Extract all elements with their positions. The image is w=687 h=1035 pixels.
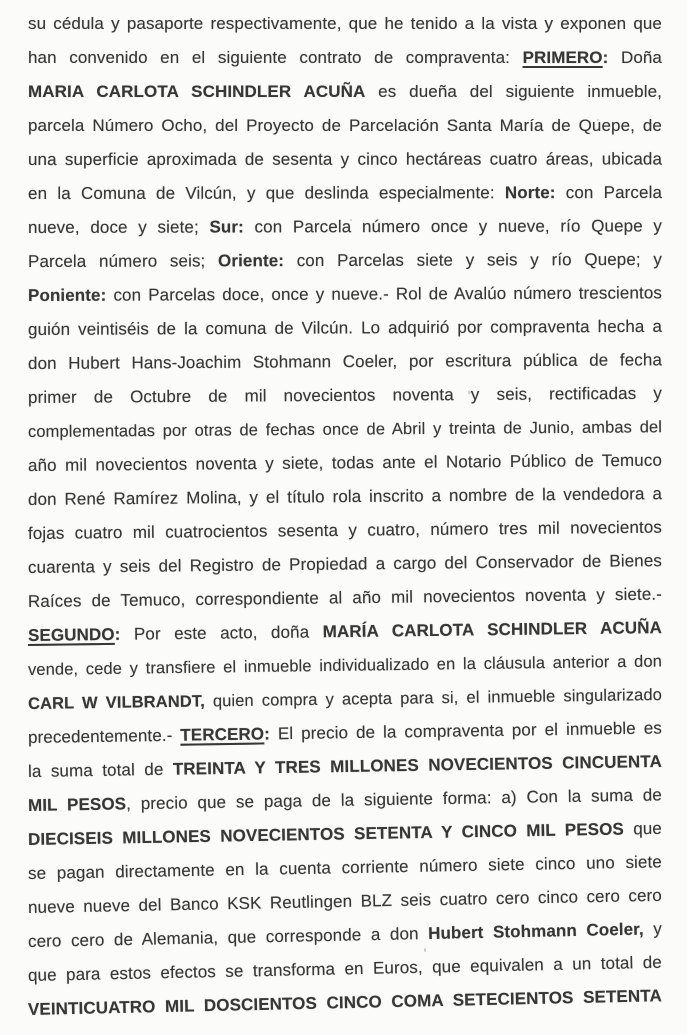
text-segment: cero cero de Alemania, que corresponde a don (27, 923, 429, 951)
text-segment: El precio de la compraventa por el inmueble es (269, 718, 663, 744)
document-line (28, 109, 662, 143)
document-line (28, 209, 662, 245)
text-segment: Por este acto, doña (120, 622, 323, 644)
text-segment: es dueña del siguiente inmueble, (365, 82, 662, 101)
text-segment: con Parcelas doce, once y nueve.- Rol de Avalúo número trescientos (106, 283, 663, 305)
text-segment: con Parcela número once y nueve, río Quepe y (243, 216, 663, 237)
document-line (28, 142, 662, 177)
text-segment: en la Comuna de Vilcún, y que deslinda especialmente: (27, 183, 505, 203)
text-segment: : (264, 724, 271, 744)
text-segment: la suma total de (27, 759, 174, 781)
document-line (28, 410, 662, 449)
text-segment: con Parcela (555, 182, 663, 203)
text-segment: DIECISEIS MILLONES NOVECIENTOS SETENTA Y CINCO MIL PESOS (27, 819, 625, 849)
text-segment: precedentemente.- (27, 725, 181, 747)
text-segment: se pagan directamente en la cuenta corriente número siete cinco uno siete (27, 852, 663, 883)
document-line (28, 243, 662, 279)
document-line (28, 276, 662, 313)
text-segment: su cédula y pasaporte respectivamente, que he tenido a la vista y exponen que (28, 14, 662, 33)
text-segment: guión veintiséis de la comuna de Vilcún. Lo adquirió por compraventa hecha a (27, 316, 663, 339)
text-segment: : (602, 48, 609, 67)
text-segment: vende, cede y transfiere el inmueble individualizado en la cláusula anterior a don (27, 652, 663, 679)
text-segment: Norte: (504, 183, 556, 203)
text-segment: nueve, doce y siete; (27, 217, 210, 237)
text-segment: año mil novecientos noventa y siete, todas ante el Notario Público de Temuco (27, 450, 663, 475)
document-line (28, 176, 662, 211)
text-segment: han convenido en el siguiente contrato de compraventa: (28, 48, 523, 67)
text-segment: Parcela número seis; (27, 251, 219, 271)
text-segment: don René Ramírez Molina, y el título rola inscrito a nombre de la vendedora a (27, 484, 663, 509)
document-line (28, 310, 662, 347)
text-segment: Raíces de Temuco, correspondiente al año mil novecientos noventa y siete.- (27, 584, 663, 611)
text-segment: MARÍA CARLOTA SCHINDLER ACUÑA (322, 618, 663, 642)
text-segment: que (623, 818, 663, 839)
scan-noise-speck (597, 119, 599, 121)
document-line (28, 343, 662, 381)
scan-noise-speck (468, 391, 471, 394)
text-segment: VEINTICUATRO MIL DOSCIENTOS CINCO COMA SETECIENTOS SETENTA (27, 986, 663, 1019)
text-segment: MIL PESOS (27, 794, 127, 815)
text-segment: Poniente: (27, 285, 107, 305)
text-segment: , precio que se paga de la siguiente forma: a) Con la suma de (125, 785, 663, 814)
document-line (28, 41, 662, 75)
text-segment: cuarenta y seis del Registro de Propiedad a cargo del Conservador de Bienes (27, 551, 663, 577)
text-segment: quien compra y acepta para si, el inmueble singularizado (204, 685, 663, 711)
text-segment: y (643, 919, 663, 939)
document-line (28, 7, 662, 41)
text-segment: don Hubert Hans-Joachim Stohmann Coeler, por escritura pública de fecha (27, 350, 663, 373)
text-segment: Hubert Stohmann Coeler, (427, 919, 644, 943)
text-segment: que para estos efectos se transforma en Euros, que equivalen a un total de (27, 952, 663, 985)
scan-noise-speck (424, 948, 426, 952)
text-segment: PRIMERO (522, 48, 603, 67)
text-segment: parcela Número Ocho, del Proyecto de Parcelación Santa María de Quepe, de (28, 116, 662, 135)
document-line (28, 75, 662, 109)
text-segment: fojas cuatro mil cuatrocientos sesenta y cuatro, número tres mil novecientos (27, 517, 663, 543)
text-segment: TREINTA Y TRES MILLONES NOVECIENTOS CINCUENTA (172, 751, 663, 779)
text-segment: complementadas por otras de fechas once de Abril y treinta de Junio, ambas del (27, 418, 663, 441)
text-segment: CARL W VILBRANDT, (27, 692, 205, 713)
text-segment: MARIA CARLOTA SCHINDLER ACUÑA (28, 82, 366, 101)
text-segment: nueve nueve del Banco KSK Reutlingen BLZ seis cuatro cero cinco cero cero (27, 885, 663, 917)
document-line (28, 377, 662, 415)
text-segment: : (114, 624, 121, 644)
text-segment: Sur: (209, 217, 244, 237)
scan-noise-speck (350, 219, 352, 221)
text-segment: SEGUNDO (27, 624, 115, 645)
text-segment: Doña (608, 48, 662, 67)
text-segment: con Parcelas siete y seis y río Quepe; y (283, 249, 663, 271)
text-segment: Oriente: (217, 251, 285, 271)
text-segment: TERCERO (180, 724, 265, 745)
text-segment: primer de Octubre de mil novecientos noventa y seis, rectificadas y (27, 383, 663, 407)
text-segment: una superficie aproximada de sesenta y cinco hectáreas cuatro áreas, ubicada (27, 149, 663, 169)
document-body (28, 7, 662, 1027)
